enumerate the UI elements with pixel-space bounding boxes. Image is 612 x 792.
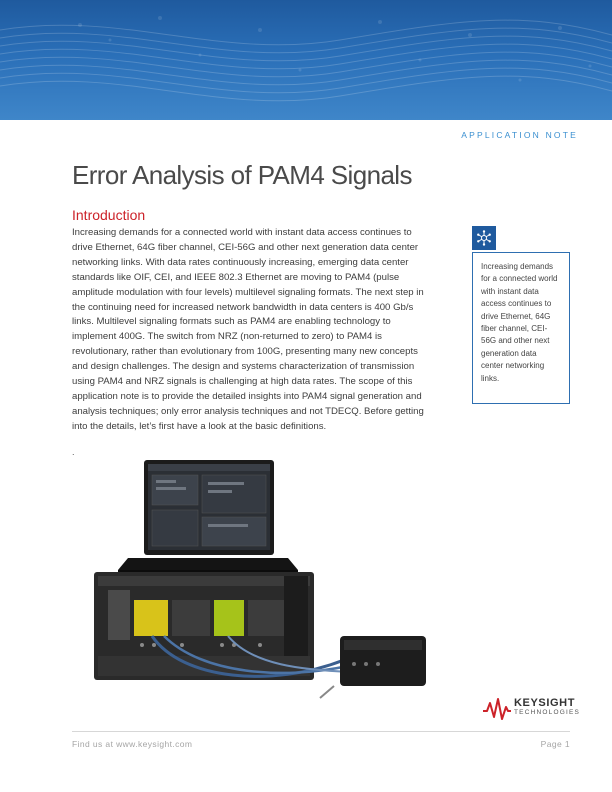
sidebar-callout	[472, 226, 570, 404]
network-node-icon	[472, 226, 496, 250]
logo-name: KEYSIGHT	[514, 697, 576, 709]
footer-divider	[72, 731, 570, 732]
keysight-wave-icon	[482, 697, 512, 721]
wave-pattern	[0, 0, 612, 120]
sidebar-text: Increasing demands for a connected world with instant data access continues to drive Ethernet, 64G fiber channel, CEI-56G and other next generation data center networking links.	[472, 252, 570, 404]
keysight-logo	[482, 697, 581, 721]
header-banner	[0, 0, 612, 120]
section-heading: Introduction	[72, 207, 146, 223]
product-photo	[72, 460, 442, 700]
doc-type-label: APPLICATION NOTE	[461, 130, 578, 140]
stray-period: .	[72, 447, 75, 457]
logo-subtitle: TECHNOLOGIES	[514, 709, 581, 716]
footer-website: Find us at www.keysight.com	[72, 739, 193, 749]
intro-paragraph: Increasing demands for a connected world with instant data access continues to drive Ethernet, 64G fiber channel, CEI-56G and other next generation data center networking links. With data rates continuously increasing, emerging data center standards like OIF, CEI, and IEEE 802.3 Ethernet are moving to PAM4 (pulse amplitude modulation with four levels) multilevel signaling formats. The next step in the continuing need for increased network bandwidth in data centers is 400 Gb/s links. Multilevel signaling formats such as PAM4 are enabling technology to implement 400G. The switch from NRZ (non-returned to zero) to PAM4 is revolutionary, rather than evolutionary from 100G, presenting many new concepts and design challenges. The design and systems characterization of transmission using PAM4 and NRZ signals is challenging at high data rates. The scope of this application note is to provide the detailed insights into PAM4 signal generation and analysis techniques; only error analysis techniques and not TDECQ. Before getting into the details, let’s first have a look at the basic definitions.	[72, 227, 424, 432]
page-number: Page 1	[540, 739, 570, 749]
page-title: Error Analysis of PAM4 Signals	[72, 160, 412, 190]
